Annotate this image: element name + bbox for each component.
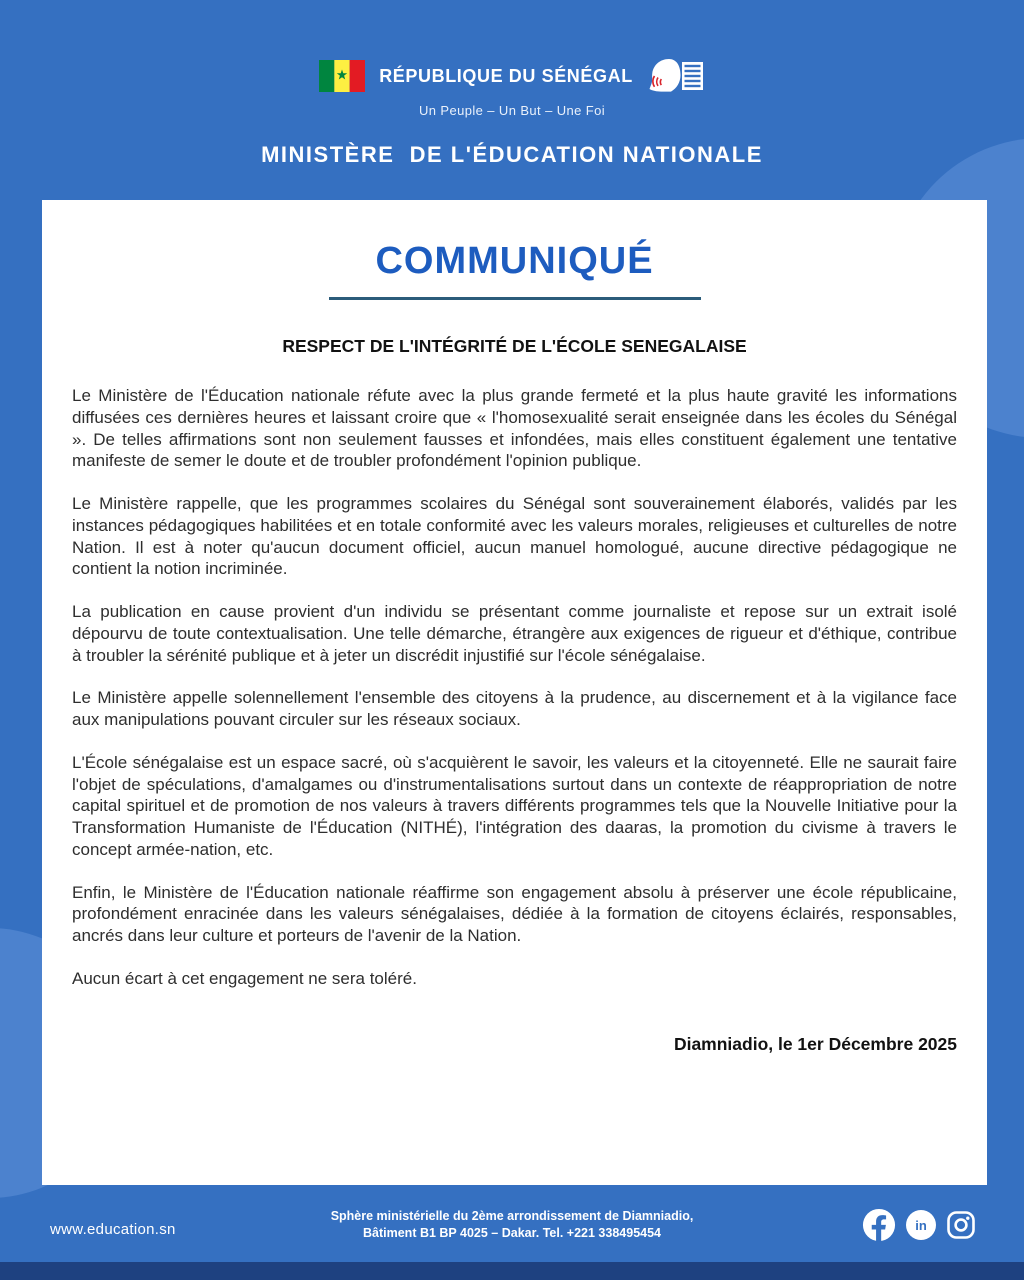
bottom-strip [0, 1262, 1024, 1280]
republic-title: RÉPUBLIQUE DU SÉNÉGAL [379, 65, 633, 86]
title-underline-divider [329, 297, 701, 300]
body-paragraph: La publication en cause provient d'un individu se présentant comme journaliste et repose sur un extrait isolé dépourvu de toute contextualisation. Une telle démarche, étrangère aux exigences de rigueur et d'éthique, contribue à troubler la sérénité publique et à jeter un discrédit injustifié sur l'école sénégalaise. [72, 602, 957, 665]
linkedin-icon[interactable] [906, 1210, 936, 1245]
body-paragraph: Le Ministère de l'Éducation nationale réfute avec la plus grande fermeté et la plus haute gravité les informations diffusées ces dernières heures et laissant croire que « l'homosexualité serait enseignée dans les écoles du Sénégal ». De telles affirmations sont non seulement fausses et infondées, mais elles constituent également une tentative manifeste de semer le doute et de troubler profondément l'opinion publique. [72, 386, 957, 471]
address-line-2: Bâtiment B1 BP 4025 – Dakar. Tel. +221 338495454 [363, 1225, 661, 1240]
communique-title: COMMUNIQUÉ [375, 240, 654, 282]
body-paragraph: L'École sénégalaise est un espace sacré, où s'acquièrent le savoir, les valeurs et la citoyenneté. Elle ne saurait faire l'objet de spéculations, d'amalgames ou d'instrumentalisations surtout dans un contexte de réappropriation de notre capital spirituel et de promotion de nos valeurs à travers différents programmes tels que la Nouvelle Initiative pour la Transformation Humaniste de l'Éducation (NITHÉ), l'intégration des daaras, la promotion du civisme à travers le concept armée-nation, etc. [72, 752, 957, 859]
social-links [862, 1208, 976, 1247]
body-paragraph: Le Ministère appelle solennellement l'ensemble des citoyens à la prudence, au discernement et à la vigilance face aux manipulations pouvant circuler sur les réseaux sociaux. [72, 688, 957, 729]
body-paragraph: Aucun écart à cet engagement ne sera toléré. [72, 968, 417, 988]
communique-body [72, 385, 957, 990]
website-link[interactable]: www.education.sn [50, 1221, 176, 1238]
communique-card [42, 200, 987, 1185]
ministry-emblem-icon [647, 56, 705, 96]
subject-heading: RESPECT DE L'INTÉGRITÉ DE L'ÉCOLE SENEGALAISE [282, 336, 747, 356]
footer [0, 1196, 1024, 1262]
senegal-flag-icon [319, 60, 365, 92]
address-line-1: Sphère ministérielle du 2ème arrondissement de Diamniadio, [330, 1209, 694, 1223]
national-motto: Un Peuple – Un But – Une Foi [418, 103, 606, 118]
facebook-icon[interactable] [862, 1208, 896, 1247]
body-paragraph: Enfin, le Ministère de l'Éducation nationale réaffirme son engagement absolu à préserver une école républicaine, profondément enracinée dans les valeurs sénégalaises, dédiée à la formation de citoyens éclairés, responsables, ancrés dans leur culture et porteurs de l'avenir de la Nation. [72, 882, 957, 945]
dateline: Diamniadio, le 1er Décembre 2025 [673, 1033, 957, 1054]
header [0, 56, 1024, 168]
body-paragraph: Le Ministère rappelle, que les programmes scolaires du Sénégal sont souverainement élaborés, validés par les instances pédagogiques habilitées et en totale conformité avec les valeurs morales, religieuses et culturelles de notre Nation. Il est à noter qu'aucun document officiel, aucun manuel homologué, aucune directive pédagogique ne contient la notion incriminée. [72, 494, 957, 579]
ministry-title: MINISTÈRE DE L'ÉDUCATION NATIONALE [261, 142, 763, 167]
instagram-icon[interactable] [946, 1210, 976, 1245]
svg-text:in: in [915, 1218, 927, 1233]
logo-row [0, 56, 1024, 96]
